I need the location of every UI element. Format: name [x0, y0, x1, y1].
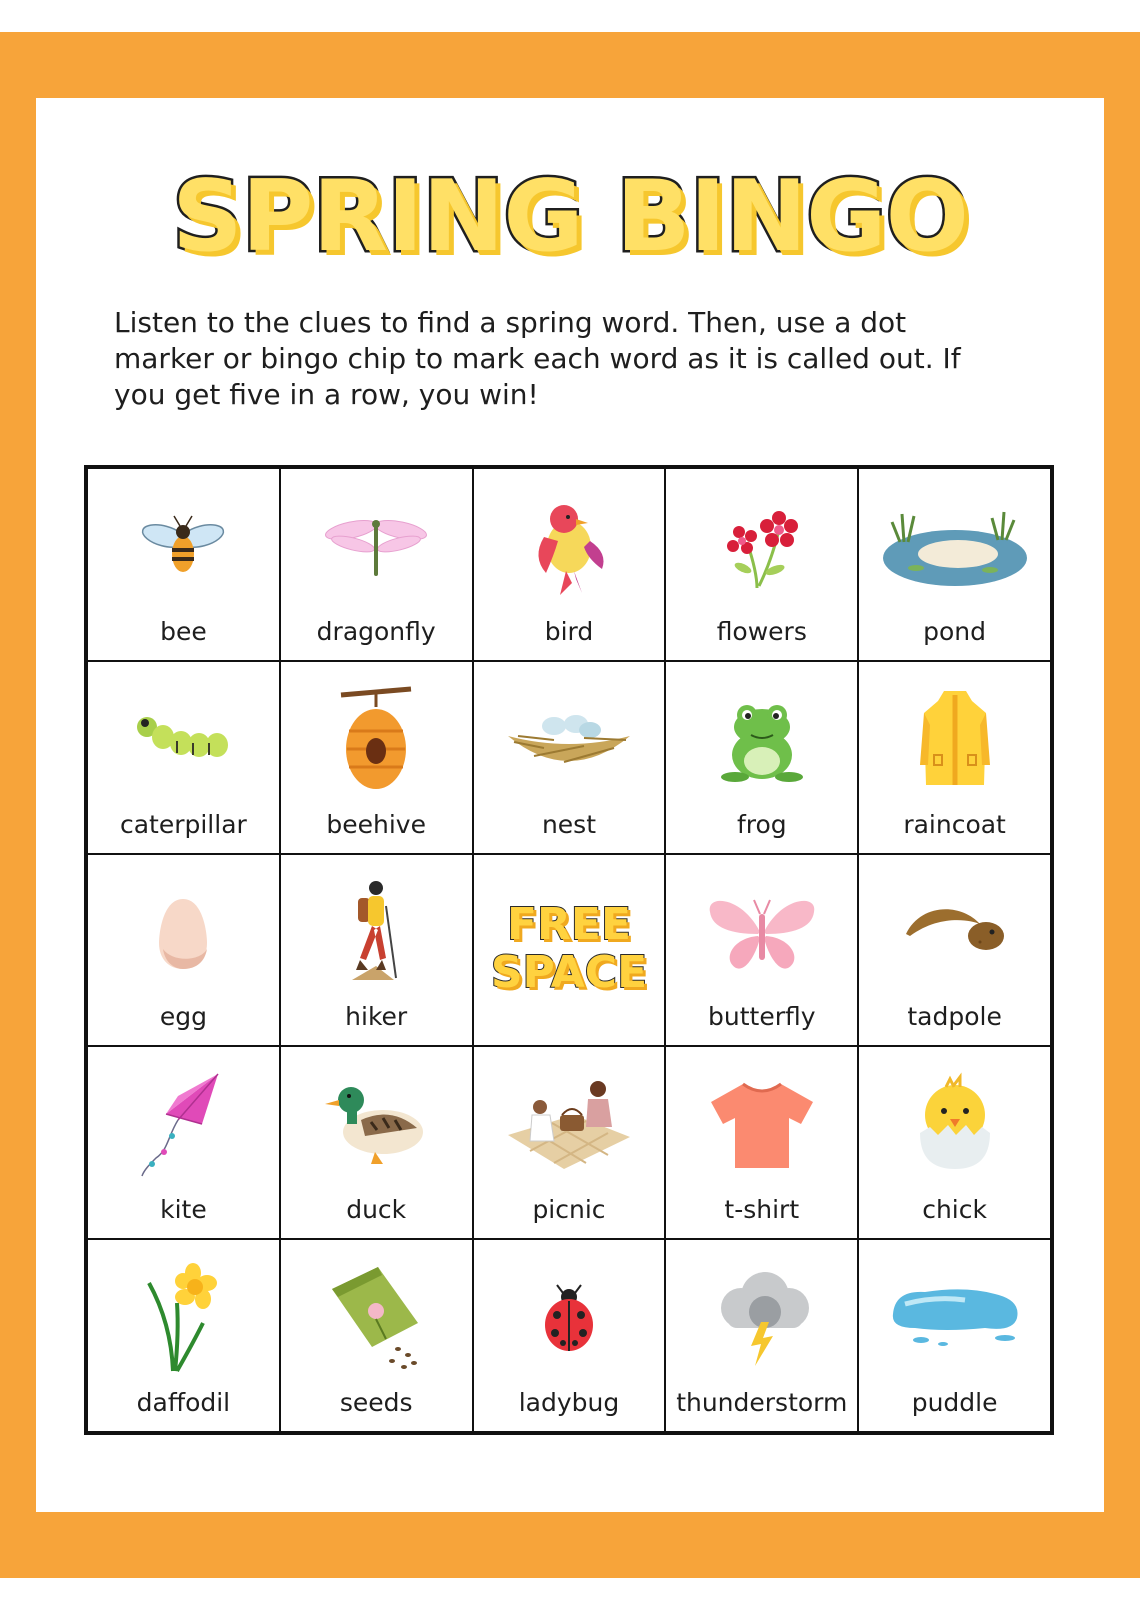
daffodil-icon	[88, 1258, 279, 1378]
hiker-icon	[281, 873, 472, 993]
cell-label: beehive	[326, 809, 426, 839]
instructions-text: Listen to the clues to find a spring word. Then, use a dot marker or bingo chip to mark each word as it is called out. If you get five in a row, you win!	[114, 306, 961, 411]
egg-icon	[88, 873, 279, 993]
flowers-icon	[666, 487, 857, 607]
picnic-icon	[474, 1065, 665, 1185]
free-space-line-2: SPACE	[490, 946, 648, 998]
cell-label: hiker	[345, 1002, 408, 1032]
butterfly-icon	[666, 873, 857, 993]
tshirt-icon	[666, 1065, 857, 1185]
cell-label: nest	[541, 809, 597, 839]
cell-label: daffodil	[136, 1388, 231, 1417]
duck-icon	[281, 1065, 472, 1185]
bingo-cell-bee[interactable]	[87, 468, 280, 661]
cell-label: egg	[159, 1002, 207, 1032]
cell-label: duck	[346, 1195, 407, 1225]
bingo-cell-frog[interactable]	[665, 661, 858, 854]
dragonfly-icon	[281, 487, 472, 607]
bingo-cell-free-space[interactable]	[473, 854, 666, 1047]
cell-label: pond	[923, 616, 987, 646]
cell-label: bird	[544, 616, 594, 646]
bingo-cell-tadpole[interactable]	[858, 854, 1051, 1047]
bingo-cell-chick[interactable]	[858, 1046, 1051, 1239]
bingo-grid	[84, 465, 1054, 1435]
page-title: SPRING BINGO	[172, 160, 968, 274]
raincoat-icon	[859, 680, 1050, 800]
cell-label: seeds	[339, 1388, 413, 1417]
bingo-cell-flowers[interactable]	[665, 468, 858, 661]
bingo-cell-t-shirt[interactable]	[665, 1046, 858, 1239]
bingo-cell-caterpillar[interactable]	[87, 661, 280, 854]
bingo-cell-daffodil[interactable]	[87, 1239, 280, 1432]
cell-label: dragonfly	[316, 616, 436, 646]
kite-icon	[88, 1065, 279, 1185]
bingo-cell-egg[interactable]	[87, 854, 280, 1047]
cell-label: raincoat	[903, 809, 1006, 839]
bingo-cell-picnic[interactable]	[473, 1046, 666, 1239]
free-space-line-1: FREE	[506, 898, 632, 950]
cell-label: ladybug	[518, 1388, 620, 1417]
bingo-cell-butterfly[interactable]	[665, 854, 858, 1047]
cell-label: puddle	[911, 1388, 998, 1417]
cell-label: picnic	[532, 1195, 606, 1225]
bingo-cell-ladybug[interactable]	[473, 1239, 666, 1432]
cell-label: tadpole	[907, 1002, 1002, 1032]
pond-icon	[859, 487, 1050, 607]
nest-icon	[474, 680, 665, 800]
bingo-cell-beehive[interactable]	[280, 661, 473, 854]
cell-label: chick	[922, 1195, 987, 1225]
bingo-cell-raincoat[interactable]	[858, 661, 1051, 854]
bird-icon	[474, 487, 665, 607]
cell-label: bee	[160, 616, 207, 646]
chick-icon	[859, 1065, 1050, 1185]
bingo-cell-seeds[interactable]	[280, 1239, 473, 1432]
thunderstorm-icon	[666, 1258, 857, 1378]
cell-label: thunderstorm	[676, 1388, 848, 1417]
bingo-cell-duck[interactable]	[280, 1046, 473, 1239]
seeds-icon	[281, 1258, 472, 1378]
cell-label: t-shirt	[724, 1195, 800, 1225]
bingo-cell-dragonfly[interactable]	[280, 468, 473, 661]
cell-label: frog	[736, 809, 787, 839]
ladybug-icon	[474, 1258, 665, 1378]
beehive-icon	[281, 680, 472, 800]
caterpillar-icon	[88, 680, 279, 800]
free-space-label	[474, 898, 665, 998]
frog-icon	[666, 680, 857, 800]
bingo-cell-nest[interactable]	[473, 661, 666, 854]
bingo-cell-bird[interactable]	[473, 468, 666, 661]
puddle-icon	[859, 1258, 1050, 1378]
bingo-cell-hiker[interactable]	[280, 854, 473, 1047]
bingo-cell-thunderstorm[interactable]	[665, 1239, 858, 1432]
cell-label: butterfly	[708, 1002, 816, 1032]
tadpole-icon	[859, 873, 1050, 993]
cell-label: flowers	[716, 616, 807, 646]
bingo-cell-kite[interactable]	[87, 1046, 280, 1239]
bee-icon	[88, 487, 279, 607]
bingo-cell-pond[interactable]	[858, 468, 1051, 661]
cell-label: caterpillar	[119, 809, 247, 839]
cell-label: kite	[160, 1195, 207, 1225]
bingo-cell-puddle[interactable]	[858, 1239, 1051, 1432]
